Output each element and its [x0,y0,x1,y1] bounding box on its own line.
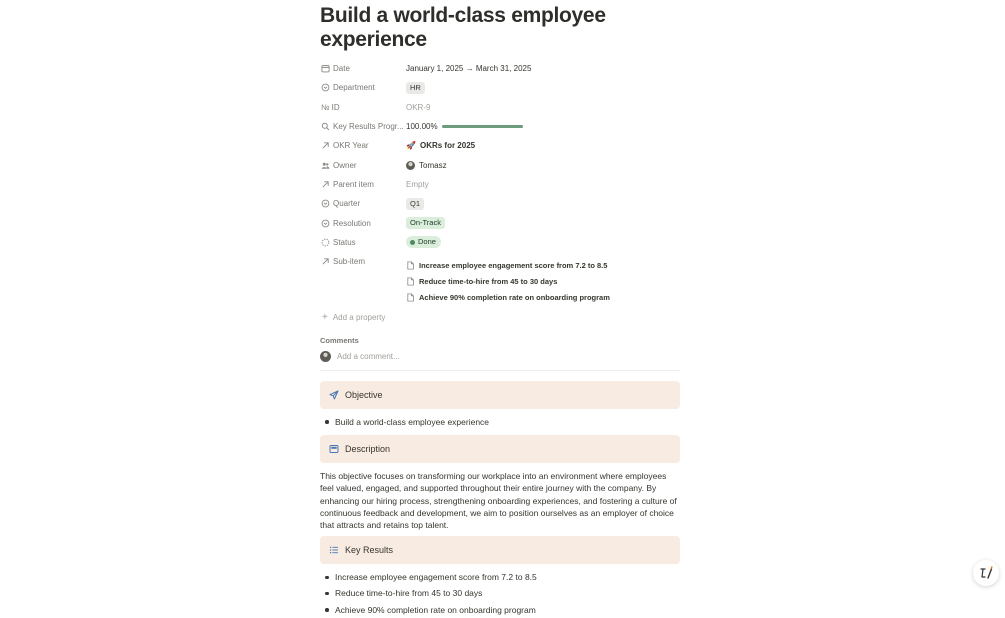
quarter-tag[interactable]: Q1 [406,198,424,210]
property-value-status[interactable] [406,236,441,248]
description-text[interactable]: This objective focuses on transforming our workplace into an environment where employees feel valued, engaged, and supported throughout their entire journey with the company. By enhancing our hiring process, strengthening onboarding experiences, and fostering a culture of continuous feedback and development, we aim to position ourselves as an employer of choice that attracts and retains top talent. [320,471,677,530]
property-label-owner[interactable]: Owner [320,161,406,170]
select-icon [321,83,330,92]
property-status[interactable] [320,233,680,252]
number-icon: № [321,102,330,112]
property-label-date[interactable]: Date [320,64,406,73]
progress-percent: 100.00% [406,122,438,132]
rocket-icon: 🚀 [406,141,416,151]
add-property-button[interactable]: + Add a property [322,311,386,323]
page-content [320,0,680,618]
divider [320,370,680,371]
sub-item-link[interactable]: Reduce time-to-hire from 45 to 30 days [406,273,610,289]
property-value-okr-year[interactable] [406,141,475,150]
property-value-parent-item[interactable]: Empty [406,179,429,189]
send-icon [329,390,339,400]
status-icon [321,238,330,247]
property-label-sub-item[interactable]: Sub-item [320,252,406,271]
property-quarter[interactable] [320,194,680,213]
sub-item-link[interactable]: Increase employee engagement score from 7.2 to 8.5 [406,257,610,273]
property-key-results-progress[interactable] [320,117,680,136]
property-value-department[interactable] [406,82,425,94]
search-icon [321,122,330,131]
objective-list [320,414,680,430]
progress-bar-fill [442,125,523,128]
comment-input[interactable] [320,350,680,364]
property-date[interactable] [320,59,680,78]
comments-heading: Comments [320,335,359,345]
property-label-id[interactable]: № ID [321,102,340,112]
list-icon [329,545,339,555]
arrow-up-right-icon [321,180,330,189]
list-item[interactable]: Reduce time-to-hire from 45 to 30 days [320,585,680,601]
list-item[interactable]: Build a world-class employee experience [320,414,680,430]
select-icon [321,199,330,208]
page-icon [406,277,415,286]
calendar-icon [321,64,330,73]
arrow-up-right-icon [321,141,330,150]
arrow-up-right-icon [321,257,330,266]
help-button[interactable] [973,560,999,586]
select-icon [321,219,330,228]
key-results-callout[interactable] [320,536,680,564]
property-department[interactable] [320,78,680,97]
list-item[interactable]: Increase employee engagement score from 7.2 to 8.5 [320,569,680,585]
resolution-tag[interactable]: On-Track [406,217,445,229]
people-icon [321,161,330,170]
property-resolution[interactable] [320,213,680,232]
property-label-status[interactable]: Status [320,238,406,247]
property-value-quarter[interactable] [406,198,424,210]
status-tag[interactable]: Done [406,236,441,248]
owner-name[interactable]: Tomasz [419,160,447,170]
property-owner[interactable] [320,155,680,174]
property-sub-item[interactable] [320,252,680,306]
property-value-resolution[interactable] [406,217,445,229]
property-label-okr-year[interactable]: OKR Year [320,141,406,150]
plus-icon: + [322,311,328,323]
department-tag[interactable]: HR [406,82,425,94]
key-results-list [320,569,680,618]
okr-year-link[interactable]: OKRs for 2025 [419,141,476,151]
user-avatar [320,351,331,362]
property-value-date[interactable]: January 1, 2025 → March 31, 2025 [406,64,532,74]
description-callout[interactable] [320,435,680,463]
properties-panel [320,59,680,306]
property-value-owner[interactable] [406,161,447,170]
property-label-parent-item[interactable]: Parent item [320,180,406,189]
property-parent-item[interactable] [320,175,680,194]
objective-callout[interactable] [320,381,680,409]
help-icon [978,565,994,581]
property-okr-year[interactable] [320,136,680,155]
comment-placeholder[interactable]: Add a comment... [337,352,400,362]
page-icon [406,293,415,302]
card-icon [329,444,339,454]
property-id[interactable] [320,98,680,117]
property-label-progress[interactable]: Key Results Progr... [320,122,406,131]
property-label-resolution[interactable]: Resolution [320,219,406,228]
list-item[interactable]: Achieve 90% completion rate on onboarding program [320,602,680,618]
status-dot [410,240,415,245]
owner-avatar [406,161,415,170]
property-label-quarter[interactable]: Quarter [320,199,406,208]
objective-heading: Objective [345,389,383,400]
property-label-department[interactable]: Department [320,83,406,92]
progress-bar [442,125,523,128]
page-title[interactable]: Build a world-class employee experience [320,4,606,51]
sub-item-link[interactable]: Achieve 90% completion rate on onboarding program [406,290,610,306]
sub-item-list [406,252,610,306]
key-results-heading: Key Results [345,545,394,556]
property-value-id: OKR-9 [406,102,431,112]
property-value-progress [406,122,523,131]
page-icon [406,261,415,270]
description-heading: Description [345,444,391,455]
